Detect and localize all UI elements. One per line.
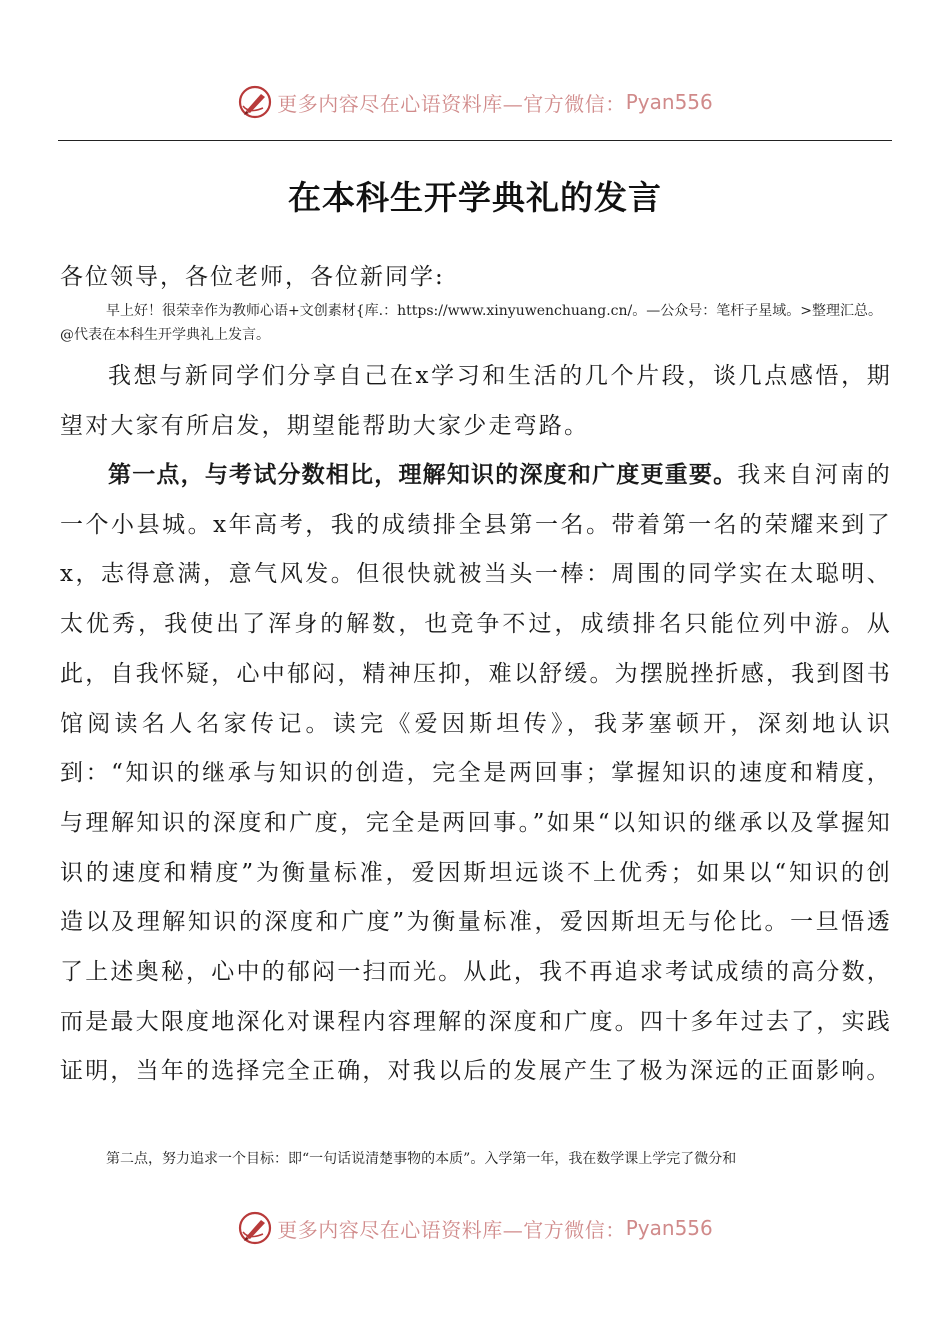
- banner-text: 更多内容尽在心语资料库—官方微信：: [277, 91, 626, 116]
- banner-text: 更多内容尽在心语资料库—官方微信：: [277, 1217, 626, 1242]
- header-divider: [58, 140, 892, 141]
- paragraph-2-lead: 第一点，与考试分数相比，理解知识的深度和广度更重要。: [108, 462, 738, 488]
- paragraph-2-body: 我来自河南的一个小县城。x年高考，我的成绩排全县第一名。带着第一名的荣耀来到了x，志得意满，意气风发。但很快就被当头一棒：周围的同学实在太聪明、太优秀，我使出了浑身的解数，也竞争不过，成绩排名只能位列中游。从此，自我怀疑，心中郁闷，精神压抑，难以舒缓。为摆脱挫折感，我到图书馆阅读名人名家传记。读完《爱因斯坦传》，我茅塞顿开，深刻地认识到：“知识的继承与知识的创造，完全是两回事；掌握知识的速度和精度，与理解知识的深度和广度，完全是两回事。”如果“以知识的继承以及掌握知识的速度和精度”为衡量标准，爱因斯坦远谈不上优秀；如果以“知识的创造以及理解知识的深度和广度”为衡量标准，爱因斯坦无与伦比。一旦悟透了上述奥秘，心中的郁闷一扫而光。从此，我不再追求考试成绩的高分数，而是最大限度地深化对课程内容理解的深度和广度。四十多年过去了，实践证明，当年的选择完全正确，对我以后的发展产生了极为深远的正面影响。: [60, 462, 892, 1085]
- header-banner: [0, 82, 950, 122]
- intro-paragraph: 早上好！很荣幸作为教师心语+文创素材{库.：https://www.xinyuwenchuang.cn/。—公众号：笔杆子星域。>整理汇总。@代表在本科生开学典礼上发言。: [60, 303, 882, 343]
- paragraph-3: 第二点，努力追求一个目标：即“一句话说清楚事物的本质”。入学第一年，我在数学课上学完了微分和: [106, 1151, 737, 1167]
- paragraph-1: 我想与新同学们分享自己在x学习和生活的几个片段，谈几点感悟，期望对大家有所启发，期望能帮助大家少走弯路。: [60, 363, 892, 439]
- banner-wechat-id: Pyan556: [625, 90, 713, 114]
- pen-logo-icon: [237, 1210, 273, 1246]
- greeting-line: 各位领导，各位老师，各位新同学:: [60, 264, 445, 290]
- document-title: 在本科生开学典礼的发言: [288, 178, 662, 217]
- paragraph-2: [60, 451, 892, 1097]
- footer-banner: [0, 1208, 950, 1248]
- banner-wechat-id: Pyan556: [625, 1216, 713, 1240]
- pen-logo-icon: [237, 84, 273, 120]
